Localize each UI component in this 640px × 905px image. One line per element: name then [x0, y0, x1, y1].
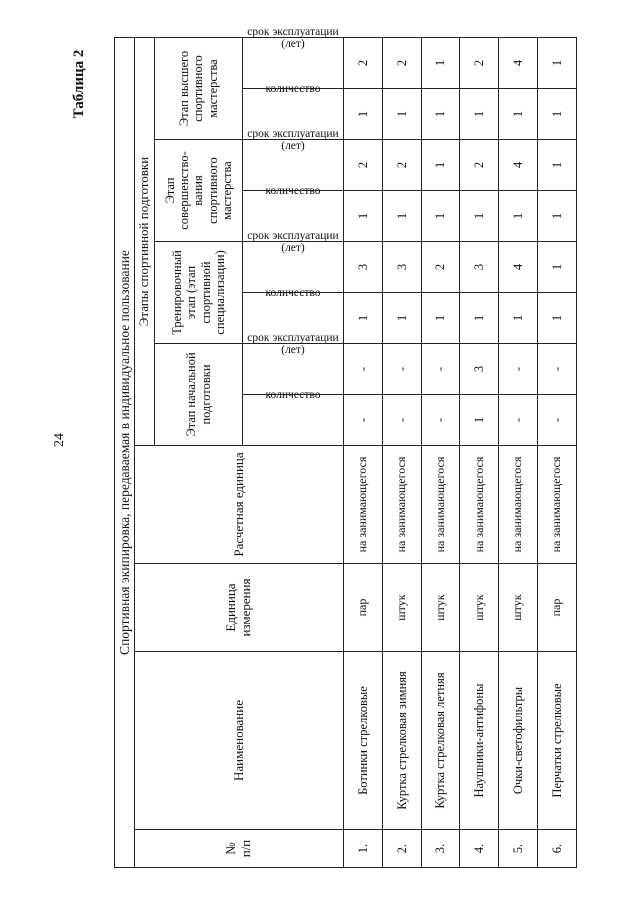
table-row [421, 38, 460, 868]
sub-header-term: срок эксплуатации (лет) [243, 38, 344, 89]
item-calc-unit: на занимающегося [421, 446, 460, 564]
value-cell: 4 [499, 140, 538, 191]
value-cell: 1 [499, 89, 538, 140]
page-number: 24 [52, 433, 67, 447]
item-name: Куртка стрелковая летняя [421, 652, 460, 830]
value-cell: 1 [421, 140, 460, 191]
value-cell: 2 [344, 38, 383, 89]
value-cell: - [382, 344, 421, 395]
value-cell: 1 [538, 140, 577, 191]
equipment-table [114, 25, 577, 868]
value-cell: 1 [460, 191, 499, 242]
value-cell: - [538, 395, 577, 446]
value-cell: - [382, 395, 421, 446]
row-number: 2. [382, 830, 421, 868]
item-calc-unit: на занимающегося [460, 446, 499, 564]
value-cell: - [538, 344, 577, 395]
item-calc-unit: на занимающегося [538, 446, 577, 564]
stage-higher-mastery: Этап высшего спортивного мастерства [155, 38, 243, 140]
item-calc-unit: на занимающегося [499, 446, 538, 564]
value-cell: 3 [460, 344, 499, 395]
item-unit: штук [460, 564, 499, 652]
stage-initial: Этап начальной подготовки [155, 344, 243, 446]
row-number: 6. [538, 830, 577, 868]
value-cell: 1 [382, 89, 421, 140]
stages-header: Этапы спортивной подготовки [135, 38, 155, 446]
value-cell: 1 [460, 395, 499, 446]
value-cell: 1 [460, 293, 499, 344]
sub-header-quantity: количество [243, 395, 344, 446]
value-cell: 3 [344, 242, 383, 293]
value-cell: - [421, 344, 460, 395]
value-cell: 2 [421, 242, 460, 293]
rotated-table-container [114, 25, 577, 868]
value-cell: 1 [344, 89, 383, 140]
value-cell: 1 [344, 293, 383, 344]
row-number: 4. [460, 830, 499, 868]
table-row [382, 38, 421, 868]
row-number: 1. [344, 830, 383, 868]
table-row [538, 38, 577, 868]
sub-header-quantity: количество [243, 89, 344, 140]
item-name: Наушники-антифоны [460, 652, 499, 830]
item-name: Ботинки стрелковые [344, 652, 383, 830]
stage-training: Тренировочный этап (этап спортивной специализации) [155, 242, 243, 344]
value-cell: 1 [538, 191, 577, 242]
value-cell: 4 [499, 242, 538, 293]
value-cell: 2 [460, 38, 499, 89]
row-number: 3. [421, 830, 460, 868]
value-cell: 2 [382, 38, 421, 89]
table-row [344, 38, 383, 868]
value-cell: - [421, 395, 460, 446]
value-cell: 2 [344, 140, 383, 191]
value-cell: 3 [382, 242, 421, 293]
item-calc-unit: на занимающегося [382, 446, 421, 564]
value-cell: 1 [538, 293, 577, 344]
item-name: Перчатки стрелковые [538, 652, 577, 830]
sub-header-term: срок эксплуатации (лет) [243, 242, 344, 293]
stage-improvement: Этап совершенство-вания спортивного мастерства [155, 140, 243, 242]
item-unit: пар [538, 564, 577, 652]
col-header-number: № п/п [135, 830, 344, 868]
table-caption: Таблица 2 [71, 49, 87, 119]
sub-header-term: срок эксплуатации (лет) [243, 140, 344, 191]
table-row [499, 38, 538, 868]
row-number: 5. [499, 830, 538, 868]
col-header-name: Наименование [135, 652, 344, 830]
item-calc-unit: на занимающегося [344, 446, 383, 564]
sub-header-term: срок эксплуатации (лет) [243, 344, 344, 395]
value-cell: 4 [499, 38, 538, 89]
value-cell: 1 [382, 191, 421, 242]
sub-header-quantity: количество [243, 293, 344, 344]
table-body [344, 38, 577, 868]
value-cell: 2 [460, 140, 499, 191]
value-cell: - [499, 344, 538, 395]
value-cell: 1 [499, 293, 538, 344]
col-header-calc-unit: Расчетная единица [135, 446, 344, 564]
sub-header-quantity: количество [243, 191, 344, 242]
item-name: Куртка стрелковая зимняя [382, 652, 421, 830]
value-cell: 1 [421, 38, 460, 89]
value-cell: 2 [382, 140, 421, 191]
value-cell: 1 [538, 242, 577, 293]
value-cell: - [344, 344, 383, 395]
value-cell: 1 [421, 89, 460, 140]
value-cell: 1 [421, 191, 460, 242]
value-cell: 1 [421, 293, 460, 344]
table-title: Спортивная экипировка, передаваемая в индивидуальное пользование [115, 38, 135, 868]
value-cell: - [499, 395, 538, 446]
table-row [460, 38, 499, 868]
value-cell: 1 [382, 293, 421, 344]
item-name: Очки-светофильтры [499, 652, 538, 830]
value-cell: 1 [344, 191, 383, 242]
value-cell: 1 [460, 89, 499, 140]
item-unit: штук [382, 564, 421, 652]
value-cell: 1 [499, 191, 538, 242]
item-unit: пар [344, 564, 383, 652]
value-cell: - [344, 395, 383, 446]
col-header-unit: Единица измерения [135, 564, 344, 652]
value-cell: 1 [538, 89, 577, 140]
value-cell: 3 [460, 242, 499, 293]
item-unit: штук [421, 564, 460, 652]
item-unit: штук [499, 564, 538, 652]
value-cell: 1 [538, 38, 577, 89]
